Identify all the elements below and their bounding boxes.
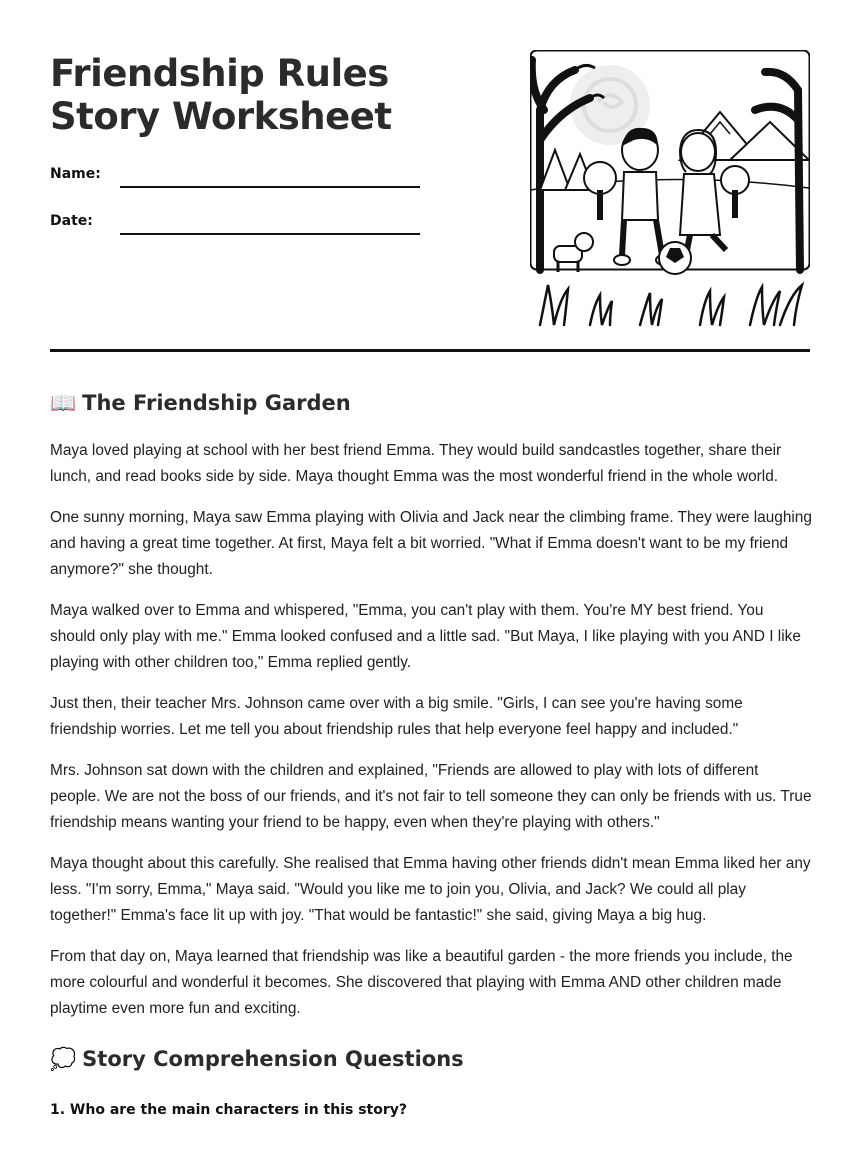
questions-heading-text: Story Comprehension Questions bbox=[82, 1047, 464, 1071]
questions-heading bbox=[50, 1047, 464, 1072]
open-book-icon: 📖 bbox=[50, 391, 77, 415]
name-label: Name: bbox=[50, 166, 101, 182]
name-input-line[interactable] bbox=[120, 186, 420, 188]
date-input-line[interactable] bbox=[120, 233, 420, 235]
worksheet-title: Friendship Rules Story Worksheet bbox=[50, 52, 392, 138]
story-paragraph: Maya thought about this carefully. She realised that Emma having other friends didn't mean Emma liked her any less. "I'm sorry, Emma," Maya said. "Would you like me to join you, Olivia, and Jack? We could all play together!" Emma's face lit up with joy. "That would be fantastic!" she said, giving Maya a big hug. bbox=[50, 855, 811, 924]
story-heading-text: The Friendship Garden bbox=[82, 391, 351, 415]
thought-bubble-icon: 💭 bbox=[50, 1047, 77, 1071]
story-body bbox=[50, 438, 812, 1037]
story-paragraph: Maya loved playing at school with her best friend Emma. They would build sandcastles together, share their lunch, and read books side by side. Maya thought Emma was the most wonderful friend in the whole world. bbox=[50, 442, 782, 485]
date-label: Date: bbox=[50, 213, 93, 229]
story-heading bbox=[50, 391, 351, 416]
story-paragraph: Just then, their teacher Mrs. Johnson came over with a big smile. "Girls, I can see you're having some friendship worries. Let me tell you about friendship rules that help everyone feel happy and included." bbox=[50, 695, 743, 738]
question-1: 1. Who are the main characters in this story? bbox=[50, 1102, 408, 1118]
story-paragraph: Mrs. Johnson sat down with the children and explained, "Friends are allowed to play with lots of different people. We are not the boss of our friends, and it's not fair to tell someone they can only be friends with us. True friendship means wanting your friend to be happy, even when they're playing with others." bbox=[50, 762, 812, 831]
header-divider bbox=[50, 349, 810, 352]
children-playing-soccer-illustration bbox=[530, 50, 810, 330]
story-paragraph: From that day on, Maya learned that friendship was like a beautiful garden - the more friends you include, the more colourful and wonderful it becomes. She discovered that playing with Emma AND other children made playtime even more fun and exciting. bbox=[50, 948, 793, 1017]
story-paragraph: Maya walked over to Emma and whispered, "Emma, you can't play with them. You're MY best friend. You should only play with me." Emma looked confused and a little sad. "But Maya, I like playing with you AND I like playing with other children too," Emma replied gently. bbox=[50, 602, 801, 671]
story-paragraph: One sunny morning, Maya saw Emma playing with Olivia and Jack near the climbing frame. They were laughing and having a great time together. At first, Maya felt a bit worried. "What if Emma doesn't want to be my friend anymore?" she thought. bbox=[50, 509, 812, 578]
